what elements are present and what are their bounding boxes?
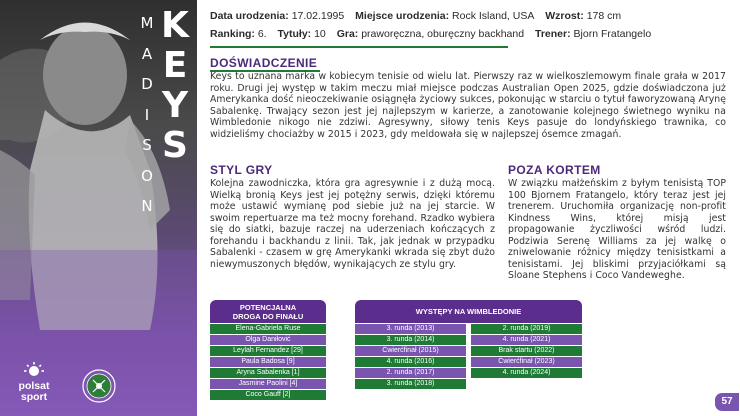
table-row: Coco Gauff [2] [210, 390, 326, 401]
coach-value: Bjorn Fratangelo [573, 28, 652, 40]
table-row: Jasmine Paolini [4] [210, 379, 326, 390]
off-court-text: W związku małżeńskim z byłym tenisistą TOP 100 Bjornem Fratangelo, który teraz jest jej trenerem. Uruchomiła organizację non-profit Kindness Wins, której misją jest propagowanie życzliwości wśród ludzi. Podziwia Serenę Williams za jej walkę o zniwelowanie różnicy między tenisistkami a tenisistami. Jej bliskimi przyjaciółkami są Sloane Stephens i Coco Vandeweghe. [508, 178, 726, 281]
ranking-label: Ranking: [210, 28, 255, 40]
ranking-value: 6. [257, 28, 267, 40]
titles-label: Tytuły: [277, 28, 312, 40]
page-number: 57 [715, 393, 739, 411]
table-row: Elena-Gabriela Ruse [210, 324, 326, 335]
wimbledon-history-right-column [471, 323, 582, 389]
polsat-sun-icon [14, 362, 54, 376]
height-value: 178 cm [586, 10, 622, 22]
experience-heading [210, 56, 321, 70]
play-value: praworęczna, oburęczny backhand [361, 28, 525, 40]
table-row: 3. runda (2018) [355, 379, 466, 390]
experience-title: DOŚWIADCZENIE [210, 56, 318, 70]
table-row: Ćwierćfinał (2023) [471, 357, 582, 368]
birth-date-value: 17.02.1995 [291, 10, 345, 22]
wimbledon-history-columns [355, 323, 582, 389]
birth-place-value: Rock Island, USA [452, 10, 535, 22]
table-row: 4. runda (2016) [355, 357, 466, 368]
polsat-sport-logo [14, 362, 54, 403]
player-photo-panel [0, 0, 197, 416]
table-row: 3. runda (2014) [355, 335, 466, 346]
table-row: Paula Badosa [9] [210, 357, 326, 368]
table-row: Leylah Fernandez [29] [210, 346, 326, 357]
height-label: Wzrost: [545, 10, 584, 22]
off-court-heading [508, 163, 605, 177]
name-letter: N [141, 197, 153, 215]
road-to-final-header [210, 300, 326, 323]
wimbledon-history-header: WYSTĘPY NA WIMBLEDONIE [355, 300, 582, 323]
birth-place-label: Miejsce urodzenia: [355, 10, 450, 22]
name-letter: M [140, 14, 154, 32]
surname-letter: S [162, 125, 188, 166]
titles-value: 10 [314, 28, 326, 40]
table-row: 4. runda (2021) [471, 335, 582, 346]
table-row: 2. runda (2017) [355, 368, 466, 379]
table-row: Olga Daniłović [210, 335, 326, 346]
road-title-line1: POTENCJALNA [239, 303, 297, 312]
table-row: Ćwierćfinał (2015) [355, 346, 466, 357]
wimbledon-logo [82, 369, 116, 403]
polsat-label: polsat [18, 380, 50, 392]
wimbledon-history-table [355, 300, 582, 389]
road-title-line2: DROGA DO FINAŁU [232, 312, 304, 321]
name-letter: O [141, 166, 153, 185]
name-letter: D [141, 75, 153, 93]
style-heading [210, 163, 277, 177]
experience-text: Keys to uznana marka w kobiecym tenisie od wielu lat. Pierwszy raz w wielkoszlemowym finale grała w 2017 roku. Drugi jej występ w takim meczu miał miejsce podczas Australian Open 2025, gdzie doświadczona już Amerykanka dość nieoczekiwanie osiągnęła życiowy sukces, pokonując w starciu o tytuł faworyzowaną Arynę Sabalenkę. Trwający sezon jest jej najlepszym w karierze, a zanotowanie kolejnego świetnego wyniku na Wimbledonie nikogo nie zdziwi. Agresywny, siłowy tenis Keys pasuje do londyńskiego trawnika, co widzieliśmy chociażby w 2015 i 2023, gdy meldowała się w najlepszej ósemce zmagań. [210, 71, 726, 140]
sport-label: sport [20, 391, 48, 403]
table-row: 2. runda (2019) [471, 324, 582, 335]
table-row: 4. runda (2024) [471, 368, 582, 379]
header-divider [210, 46, 508, 48]
name-letter: S [142, 136, 152, 154]
surname-letter: Y [161, 85, 189, 126]
off-court-title: POZA KORTEM [508, 163, 601, 177]
style-text: Kolejna zawodniczka, która gra agresywnie i z dużą mocą. Wielką bronią Keys jest jej potężny serwis, dzięki któremu może ustawić wymianę pod siebie już na jej starcie. W swoim repertuarze ma też mocny forehand. Rzadko wybiera się do siatki, bazuje raczej na uderzeniach kończących z forehandu i backhandu z linii. Tak, jak jednak w przypadku Sabalenki - czasem w grę Amerykanki wkrada się zbyt dużo niewymuszonych błędów, wynikających ze stylu gry. [210, 178, 495, 270]
info-row-career [210, 28, 659, 40]
road-to-final-table [210, 300, 326, 400]
surname-letter: K [161, 5, 189, 46]
coach-label: Trener: [535, 28, 571, 40]
name-letter: A [141, 44, 153, 63]
name-letter: I [144, 105, 150, 124]
table-row: 3. runda (2013) [355, 324, 466, 335]
surname-vertical [160, 6, 190, 166]
style-title: STYL GRY [210, 163, 273, 177]
birth-date-label: Data urodzenia: [210, 10, 289, 22]
play-label: Gra: [336, 28, 359, 40]
surname-letter: E [162, 45, 188, 86]
wimbledon-history-left-column [355, 323, 466, 389]
table-row: Brak startu (2022) [471, 346, 582, 357]
info-row-birth [210, 10, 629, 22]
table-row: Aryna Sabalenka [1] [210, 368, 326, 379]
first-name-vertical [137, 8, 157, 222]
